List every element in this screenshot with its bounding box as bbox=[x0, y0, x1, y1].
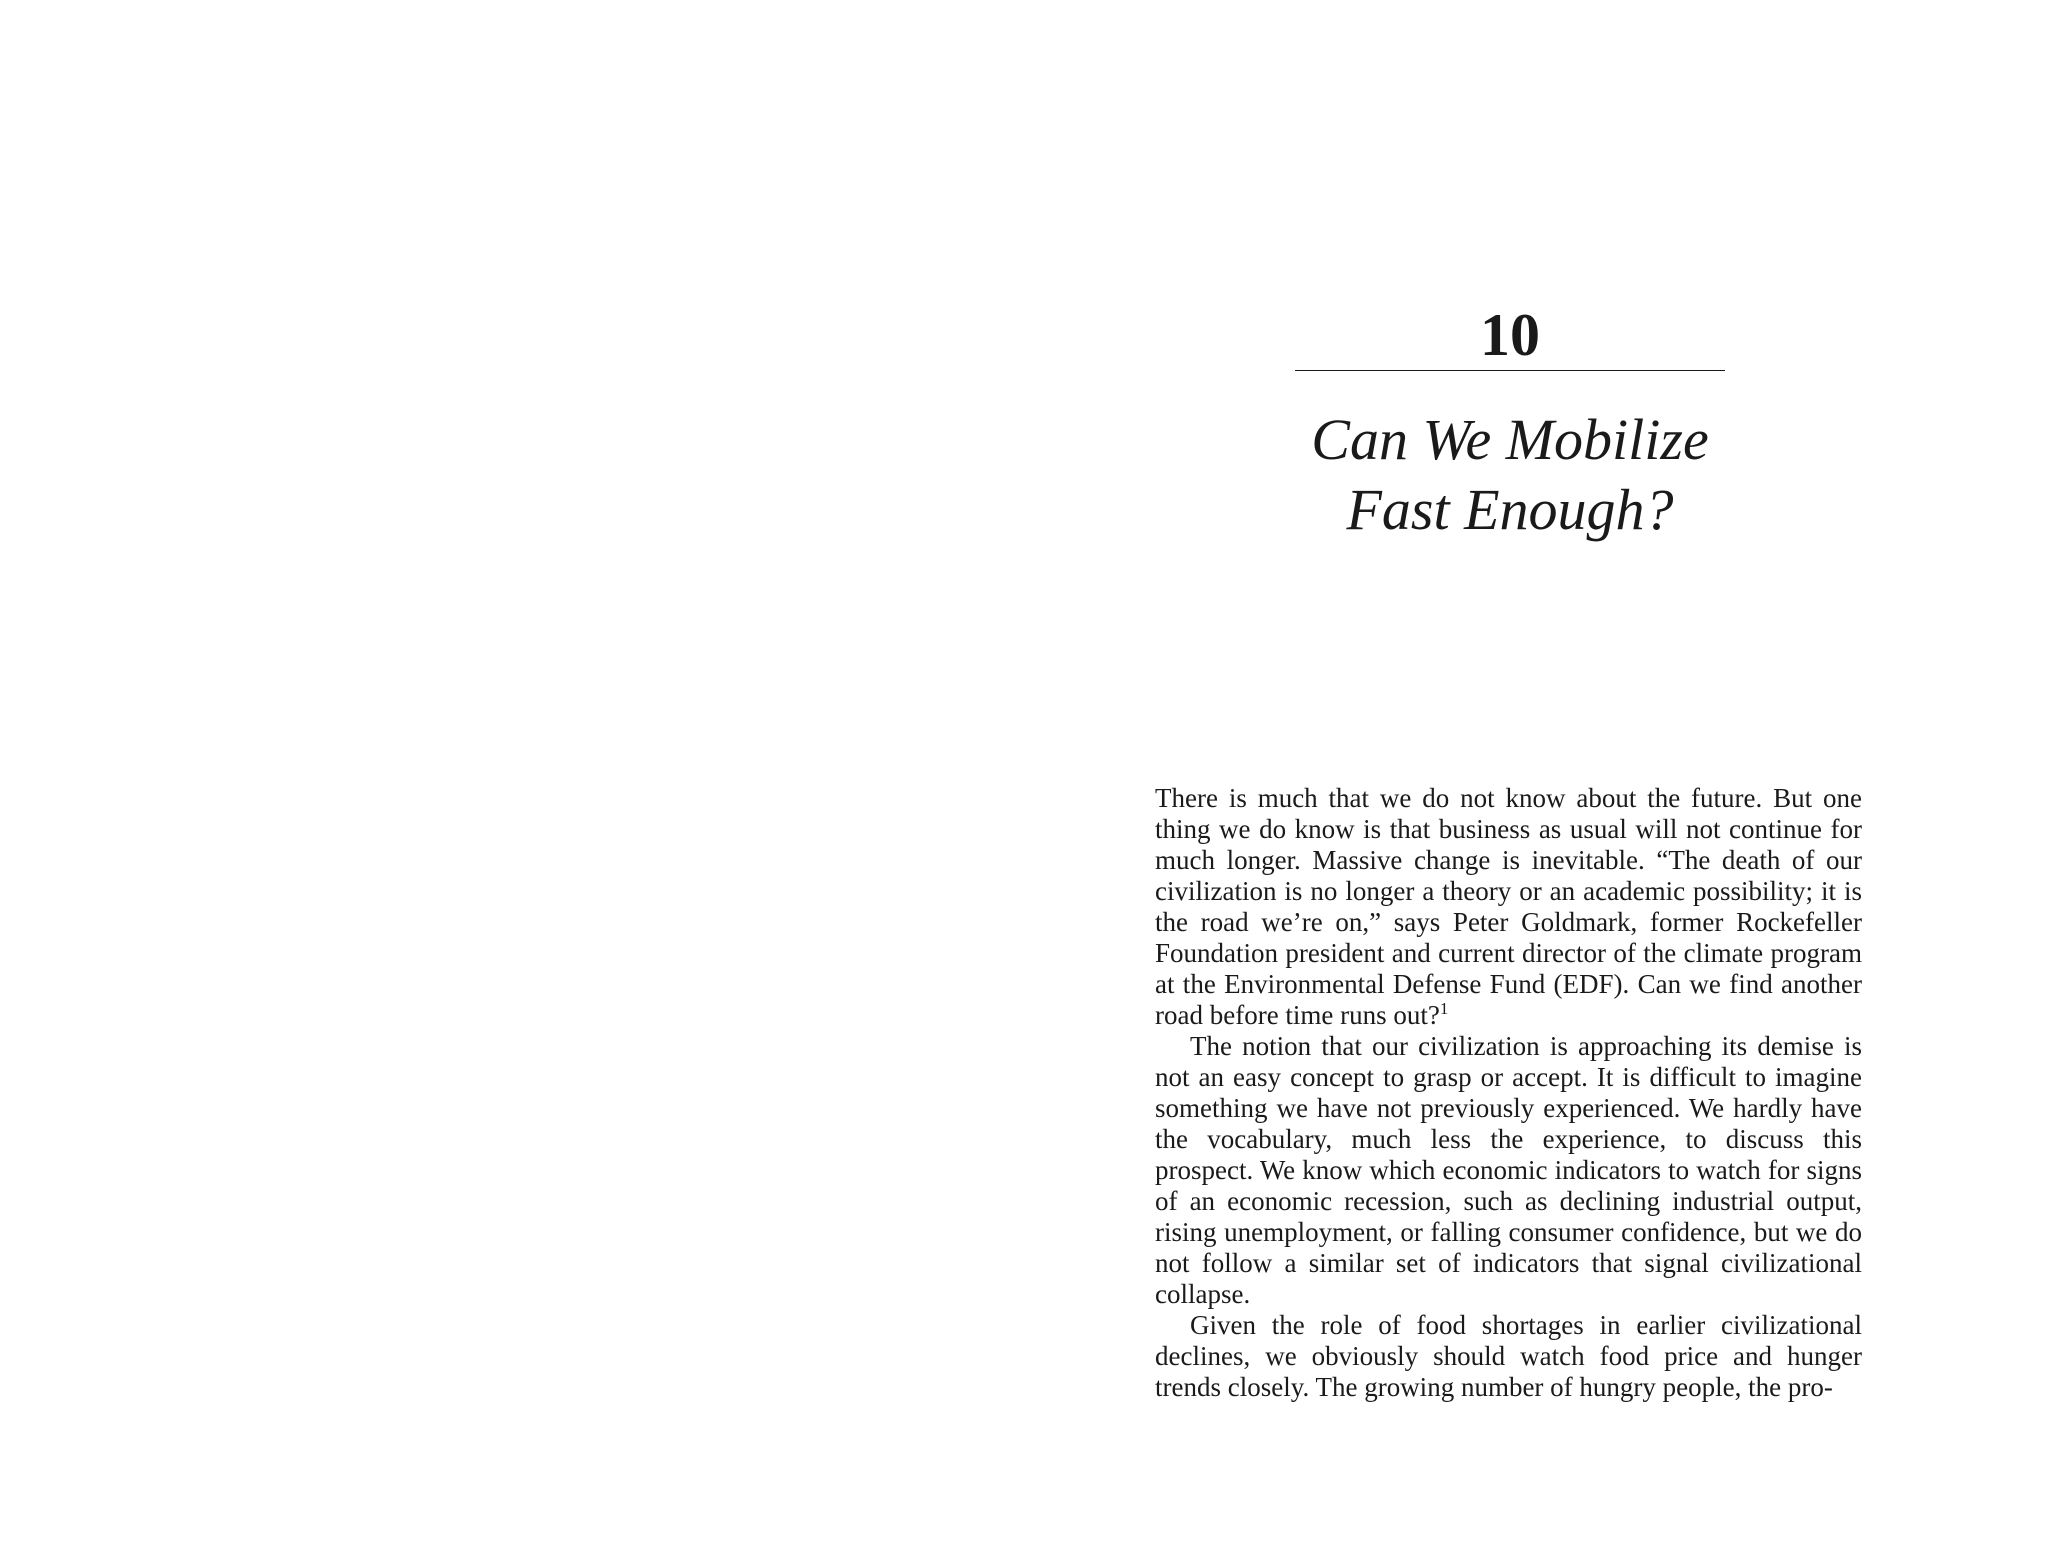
paragraph-1 bbox=[1155, 783, 1862, 1031]
endnote-reference: 1 bbox=[1439, 999, 1449, 1018]
chapter-title bbox=[1245, 405, 1775, 545]
chapter-body-text bbox=[1155, 783, 1862, 1403]
paragraph-1-text: There is much that we do not know about the future. But one thing we do know is that business as usual will not continue for much longer. Massive change is inevitable. “The death of our civilization is no longer a theory or an academic possibility; it is the road we’re on,” says Peter Goldmark, former Rockefeller Foundation president and current director of the climate program at the Environmental Defense Fund (EDF). Can we find another road before time runs out? bbox=[1155, 783, 1862, 1030]
chapter-title-line-1: Can We Mobilize bbox=[1311, 407, 1709, 472]
paragraph-2: The notion that our civilization is approaching its demise is not an easy concept to grasp or accept. It is difficult to imagine something we have not previously experienced. We hardly have the vocabulary, much less the experience, to discuss this prospect. We know which economic indicators to watch for signs of an economic recession, such as declining industrial output, rising unemployment, or falling consumer confidence, but we do not follow a similar set of indicators that signal civilizational collapse. bbox=[1155, 1031, 1862, 1309]
chapter-divider-rule bbox=[1295, 370, 1725, 371]
paragraph-3: Given the role of food shortages in earlier civilizational declines, we obviously should watch food price and hunger trends closely. The growing number of hungry people, the pro- bbox=[1155, 1310, 1862, 1402]
chapter-title-line-2: Fast Enough? bbox=[1346, 477, 1674, 542]
chapter-number: 10 bbox=[1480, 302, 1540, 368]
